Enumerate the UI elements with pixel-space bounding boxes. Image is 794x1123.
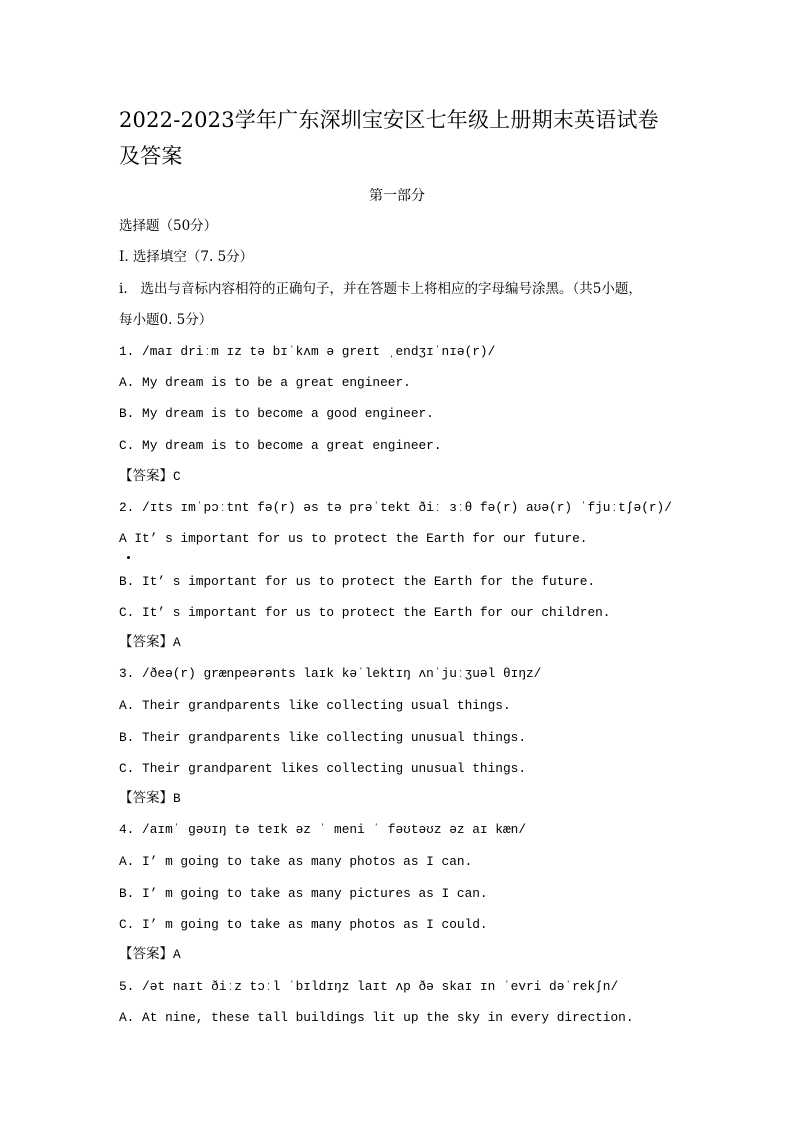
instruction-line-1: i. 选出与音标内容相符的正确句子，并在答题卡上将相应的字母编号涂黑。（共5小题， [119, 281, 642, 297]
option-c: C. I’ m going to take as many photos as I could. [119, 917, 488, 932]
option-b: B. Their grandparents like collecting unusual things. [119, 730, 527, 745]
option-a: A. At nine, these tall buildings lit up the sky in every direction. [119, 1010, 634, 1025]
answer-label: 【答案】 [119, 634, 173, 650]
document-title: 2022-2023学年广东深圳宝安区七年级上册期末英语试卷及答案 [119, 108, 659, 168]
option-b: B. I’ m going to take as many pictures as I can. [119, 886, 488, 901]
option-a: A It’ s important for us to protect the Earth for our future. [119, 531, 588, 546]
answer-label: 【答案】 [119, 946, 173, 962]
option-c: C. It’ s important for us to protect the Earth for our children. [119, 605, 611, 620]
question-phonetic: 1. /maɪ driːm ɪz tə bɪˈkʌm ə ɡreɪt ˌendʒɪˈnɪə(r)/ [119, 344, 496, 359]
answer-value: A [173, 635, 181, 650]
stray-dot [127, 556, 130, 559]
part-heading: 第一部分 [369, 188, 425, 204]
option-c: C. Their grandparent likes collecting unusual things. [119, 761, 527, 776]
answer-line [119, 466, 181, 487]
question-phonetic: 3. /ðeə(r) ɡrænpeərənts laɪk kəˈlektɪŋ ʌnˈjuːʒuəl θɪŋz/ [119, 666, 542, 681]
subsection-heading: I. 选择填空（7. 5分） [119, 249, 254, 265]
option-a: A. My dream is to be a great engineer. [119, 375, 411, 390]
answer-line [119, 788, 181, 809]
option-b: B. It’ s important for us to protect the Earth for the future. [119, 574, 596, 589]
option-a: A. I’ m going to take as many photos as I can. [119, 854, 473, 869]
answer-line [119, 632, 181, 653]
section-heading: 选择题（50分） [119, 218, 218, 234]
answer-label: 【答案】 [119, 790, 173, 806]
answer-line [119, 944, 181, 965]
question-phonetic: 4. /aɪmˈ ɡəʊɪŋ tə teɪk əz ˈ meni ˈ fəʊtəʊz əz aɪ kæn/ [119, 822, 527, 837]
question-phonetic: 5. /ət naɪt ðiːz tɔːl ˈbɪldɪŋz laɪt ʌp ðə skaɪ ɪn ˈevri dəˈrekʃn/ [119, 979, 619, 994]
question-phonetic: 2. /ɪts ɪmˈpɔːtnt fə(r) əs tə prəˈtekt ðiː ɜːθ fə(r) aʊə(r) ˈfjuːtʃə(r)/ [119, 500, 672, 515]
instruction-line-2: 每小题0. 5分） [119, 312, 213, 328]
answer-value: C [173, 469, 181, 484]
answer-label: 【答案】 [119, 468, 173, 484]
option-a: A. Their grandparents like collecting usual things. [119, 698, 511, 713]
option-c: C. My dream is to become a great engineer. [119, 438, 442, 453]
answer-value: A [173, 947, 181, 962]
option-b: B. My dream is to become a good engineer. [119, 406, 434, 421]
answer-value: B [173, 791, 181, 806]
